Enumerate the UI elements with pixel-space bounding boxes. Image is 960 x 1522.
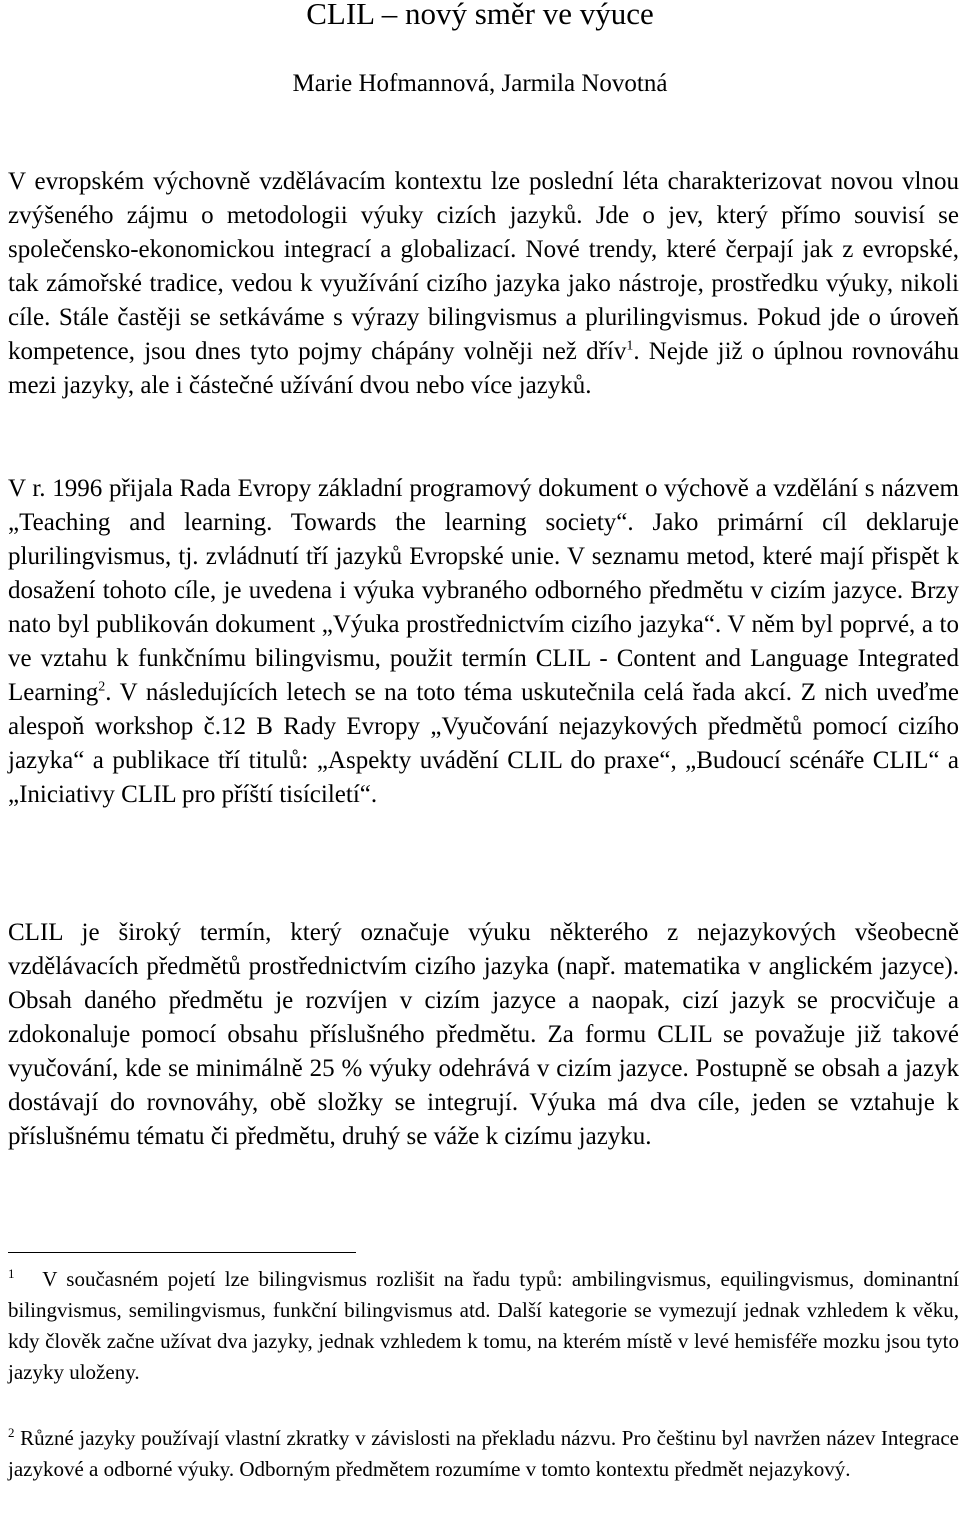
paragraph-definition: CLIL je široký termín, který označuje výuku některého z nejazykových všeobecně vzdělávacích předmětů prostřednictvím cizího jazyka (např. matematika v anglickém jazyce). Obsah daného předmětu je rozvíjen v cizím jazyce a naopak, cizí jazyk se procvičuje a zdokonaluje pomocí obsahu příslušného předmětu. Za formu CLIL se považuje již takové vyučování, kde se minimálně 25 % výuky odehrává v cizím jazyce. Postupně se obsah a jazyk dostávají do rovnováhy, obě složky se integrují. Výuka má dva cíle, jeden se vztahuje k příslušnému tématu či předmětu, druhý se váže k cizímu jazyku. <box>8 919 959 1150</box>
footnote-text: Různé jazyky používají vlastní zkratky v závislosti na překladu názvu. Pro češtinu byl navržen název Integrace jazykové a odborné výuky. Odborným předmětem rozumíme v tomto kontextu předmět nejazykový. <box>8 1426 959 1481</box>
paragraph-intro <box>8 165 959 403</box>
footnote-number: 1 <box>8 1266 15 1281</box>
author-line: Marie Hofmannová, Jarmila Novotná <box>292 70 668 97</box>
paragraph-text: . V následujících letech se na toto téma uskutečnila celá řada akcí. Z nich uveďme alespoň workshop č.12 B Rady Evropy „Vyučování nejazykových předmětů pomocí cizího jazyka“ a publikace tří titulů: „Aspekty uvádění CLIL do praxe“, „Budoucí scénáře CLIL“ a „Iniciativy CLIL pro příští tisíciletí“. <box>8 679 959 808</box>
paragraph-text: . Nejde již o úplnou rovnováhu mezi jazyky, ale i částečné užívání dvou nebo více jazyků. <box>8 338 959 399</box>
footnote-reference-1[interactable]: 1 <box>626 338 634 354</box>
footnote-number: 2 <box>8 1425 15 1440</box>
paragraph-text: V r. 1996 přijala Rada Evropy základní programový dokument o výchově a vzdělání s názvem „Teaching and learning. Towards the learning society“. Jako primární cíl deklaruje plurilingvismus, tj. zvládnutí tří jazyků Evropské unie. V seznamu metod, které mají přispět k dosažení tohoto cíle, je uvedena i výuka vybraného odborného předmětu v cizím jazyce. Brzy nato byl publikován dokument „Výuka prostřednictvím cizího jazyka“. V něm byl poprvé, a to ve vztahu k funkčnímu bilingvismu, použit termín CLIL - Content and Language Integrated Learning <box>8 475 959 706</box>
paragraph-history <box>8 472 959 812</box>
document-title: CLIL – nový směr ve výuce <box>306 0 654 31</box>
footnote-text: V současném pojetí lze bilingvismus rozlišit na řadu typů: ambilingvismus, equilingvismus, dominantní bilingvismus, semilingvismus, funkční bilingvismus atd. Další kategorie se vymezují jednak vzhledem k věku, kdy člověk začne užívat dva jazyky, jednak vzhledem k tomu, na kterém místě v levé hemisféře mozku jsou tyto jazyky uloženy. <box>8 1267 960 1384</box>
footnote-separator <box>8 1252 356 1253</box>
paragraph-text: V evropském výchovně vzdělávacím kontextu lze poslední léta charakterizovat novou vlnou zvýšeného zájmu o metodologii výuky cizích jazyků. Jde o jev, který přímo souvisí se společensko-ekonomickou integrací a globalizací. Nové trendy, které čerpají jak z evropské, tak zámořské tradice, vedou k využívání cizího jazyka jako nástroje, prostředku výuky, nikoli cíle. Stále častěji se setkáváme s výrazy bilingvismus a plurilingvismus. Pokud jde o úroveň kompetence, jsou dnes tyto pojmy chápány volněji než dřív <box>8 168 959 365</box>
footnote-reference-2[interactable]: 2 <box>98 679 106 695</box>
footnote-1 <box>8 1264 959 1388</box>
footnote-2 <box>8 1423 959 1485</box>
